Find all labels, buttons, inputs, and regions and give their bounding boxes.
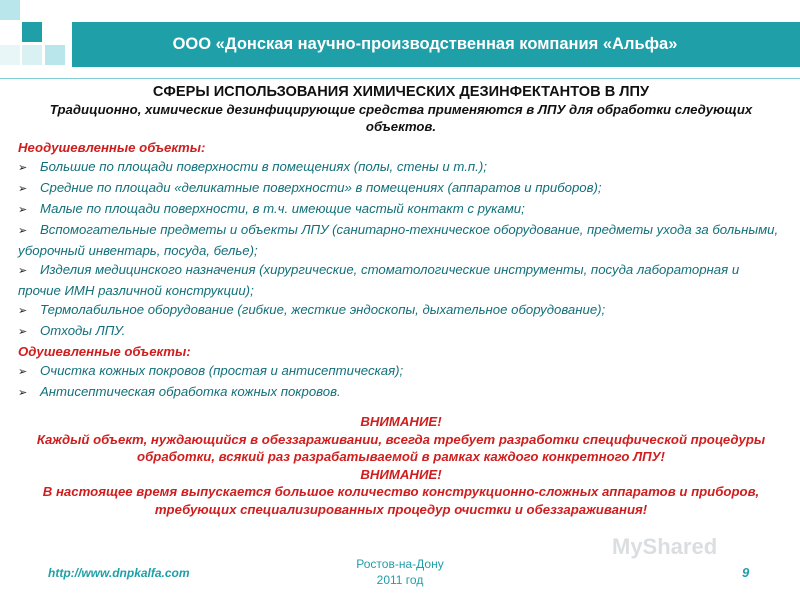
list-item: ➢ Отходы ЛПУ. — [18, 321, 784, 342]
footer-year: 2011 год — [376, 573, 424, 587]
decor-square — [22, 45, 42, 65]
list-item: ➢ Очистка кожных покровов (простая и антисептическая); — [18, 361, 784, 382]
decor-square — [45, 45, 65, 65]
double-chevron-marker-icon: ➢ — [18, 326, 28, 338]
inanimate-heading: Неодушевленные объекты: — [18, 140, 206, 155]
animate-heading: Одушевленные объекты: — [18, 344, 191, 359]
list-item: ➢ Вспомогательные предметы и объекты ЛПУ (санитарно-техническое оборудование, предметы ухода за больными, уборочный инвентарь, посуда, белье); — [18, 222, 779, 258]
decor-square — [22, 22, 42, 42]
list-item: ➢ Большие по площади поверхности в помещениях (полы, стены и т.п.); — [18, 157, 784, 178]
warning-label: ВНИМАНИЕ! — [360, 466, 442, 482]
footer-url-link[interactable]: http://www.dnpkalfa.com — [48, 566, 190, 580]
double-chevron-marker-icon: ➢ — [18, 366, 28, 378]
double-chevron-marker-icon: ➢ — [18, 162, 28, 174]
double-chevron-marker-icon: ➢ — [18, 265, 28, 277]
double-chevron-marker-icon: ➢ — [18, 305, 28, 317]
intro-text: Традиционно, химические дезинфицирующие средства применяются в ЛПУ для обработки следующих объектов. — [49, 102, 753, 134]
list-item: ➢ Изделия медицинского назначения (хирургические, стоматологические инструменты, посуда лабораторная и прочие ИМН различной конструкции); — [18, 262, 740, 298]
header-divider — [0, 78, 800, 79]
slide-title: СФЕРЫ ИСПОЛЬЗОВАНИЯ ХИМИЧЕСКИХ ДЕЗИНФЕКТАНТОВ В ЛПУ — [152, 84, 650, 100]
double-chevron-marker-icon: ➢ — [18, 225, 28, 237]
company-title: ООО «Донская научно-производственная компания «Альфа» — [172, 35, 678, 53]
list-item: ➢ Антисептическая обработка кожных покровов. — [18, 382, 784, 403]
slide-content — [18, 84, 784, 518]
decor-square — [0, 45, 20, 65]
double-chevron-marker-icon: ➢ — [18, 387, 28, 399]
list-item: ➢ Малые по площади поверхности, в т.ч. имеющие частый контакт с руками; — [18, 199, 784, 220]
warning-text: Каждый объект, нуждающийся в обеззараживании, всегда требует разработки специфической процедуры обработки, всякий раз разрабатываемой в рамках каждого конкретного ЛПУ! — [36, 431, 766, 464]
decor-square — [0, 0, 20, 20]
watermark-logo: MyShared — [612, 534, 718, 559]
footer-location — [330, 556, 470, 588]
list-item: ➢ Термолабильное оборудование (гибкие, жесткие эндоскопы, дыхательное оборудование); — [18, 300, 784, 321]
double-chevron-marker-icon: ➢ — [18, 204, 28, 216]
warning-label: ВНИМАНИЕ! — [360, 414, 442, 429]
warning-block — [18, 413, 784, 518]
list-item: ➢ Средние по площади «деликатные поверхности» в помещениях (аппаратов и приборов); — [18, 178, 784, 199]
double-chevron-marker-icon: ➢ — [18, 183, 28, 195]
page-number: 9 — [742, 565, 750, 580]
footer-city: Ростов-на-Дону — [356, 557, 444, 571]
warning-text: В настоящее время выпускается большое количество конструкционно-сложных аппаратов и приборов, требующих специализированных процедур очистки и обеззараживания! — [42, 484, 760, 517]
